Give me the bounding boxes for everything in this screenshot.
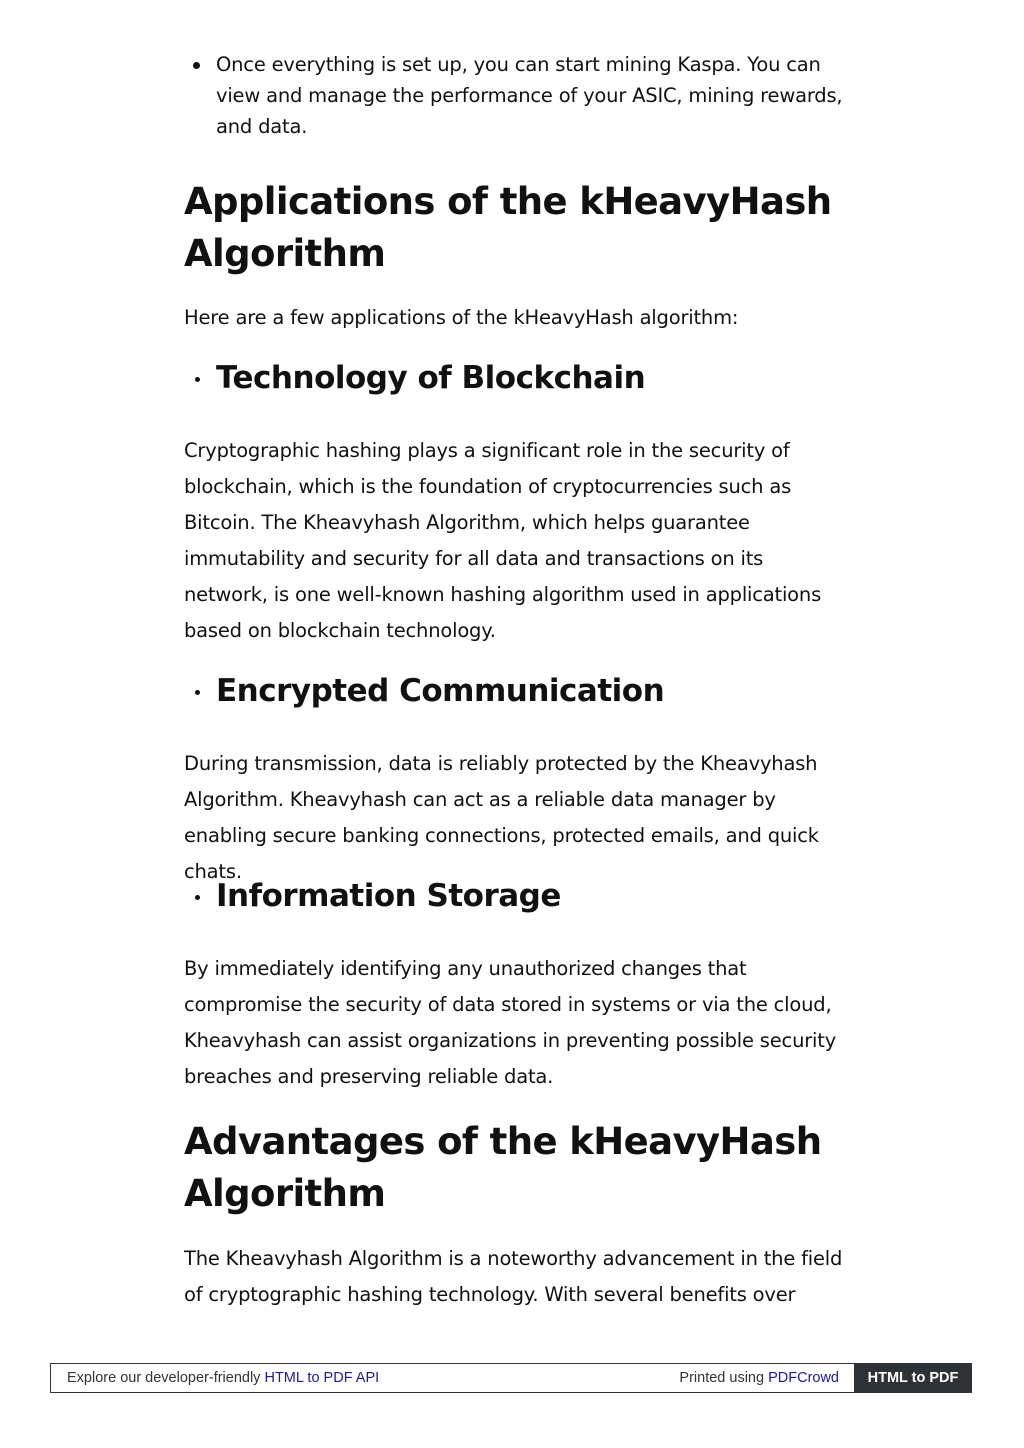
intro-list: [184, 49, 844, 142]
advantages-intro: The Kheavyhash Algorithm is a noteworthy advancement in the field of cryptographic hashing technology. With several benefits over: [184, 1247, 843, 1306]
application-item-title-communication: Encrypted Communication: [184, 671, 844, 711]
advantages-heading: Advantages of the kHeavyHash Algorithm: [184, 1120, 822, 1215]
intro-bullet: Once everything is set up, you can start mining Kaspa. You can view and manage the performance of your ASIC, mining rewards, and data.: [184, 49, 844, 142]
application-item-title-blockchain: Technology of Blockchain: [184, 358, 844, 398]
applications-intro: Here are a few applications of the kHeavyHash algorithm:: [184, 306, 739, 329]
footer-printed-text: Printed using: [679, 1370, 769, 1386]
applications-heading: Applications of the kHeavyHash Algorithm: [184, 180, 832, 275]
application-item-body-communication: During transmission, data is reliably protected by the Kheavyhash Algorithm. Kheavyhash can act as a reliable data manager by enabling secure banking connections, protected emails, and quick chats.: [184, 752, 819, 883]
application-item-title-storage: Information Storage: [184, 876, 844, 916]
application-item-body-blockchain: Cryptographic hashing plays a significant role in the security of blockchain, which is the foundation of cryptocurrencies such as Bitcoin. The Kheavyhash Algorithm, which helps guarantee immutability and security for all data and transactions on its network, is one well-known hashing algorithm used in applications based on blockchain technology.: [184, 439, 822, 642]
footer-promo-text: Explore our developer-friendly: [67, 1370, 265, 1386]
html-to-pdf-api-link[interactable]: HTML to PDF API: [264, 1370, 380, 1386]
footer-printed-by: [679, 1364, 839, 1392]
footer-promo: [67, 1364, 379, 1392]
application-item-body-storage: By immediately identifying any unauthorized changes that compromise the security of data stored in systems or via the cloud, Kheavyhash can assist organizations in preventing possible security breaches and preserving reliable data.: [184, 957, 837, 1088]
html-to-pdf-badge[interactable]: HTML to PDF: [854, 1363, 972, 1393]
pdfcrowd-link[interactable]: PDFCrowd: [768, 1370, 839, 1386]
pdf-footer-bar: [50, 1363, 972, 1393]
